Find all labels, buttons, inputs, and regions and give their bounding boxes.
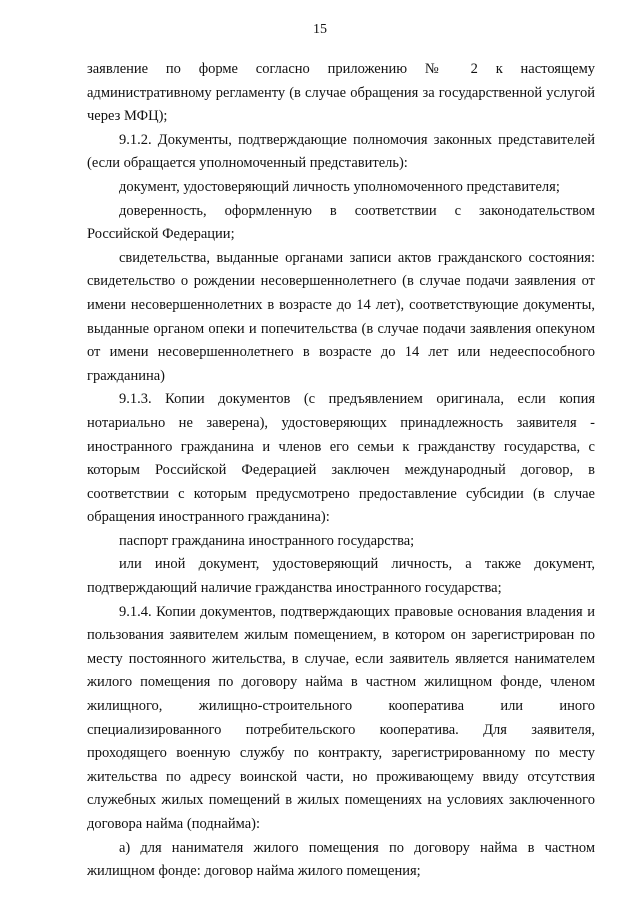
paragraph: паспорт гражданина иностранного государства; [119,532,415,549]
paragraph: 9.1.2. Документы, подтверждающие полномочия законных представителей (если обращается уполномоченный представитель): [87,131,595,172]
page-number: 15 [313,22,327,37]
paragraph: а) для нанимателя жилого помещения по договору найма в частном жилищном фонде: договор найма жилого помещения; [87,839,595,880]
paragraph: заявление по форме согласно приложению № 2 к настоящему административному регламенту (в случае обращения за государственной услугой через МФЦ); [87,61,595,125]
paragraph: документ, удостоверяющий личность уполномоченного представителя; [119,178,560,195]
paragraph: доверенность, оформленную в соответствии с законодательством Российской Федерации; [87,202,595,243]
paragraph: или иной документ, удостоверяющий личность, а также документ, подтверждающий наличие гражданства иностранного государства; [87,556,595,597]
paragraph: 9.1.3. Копии документов (с предъявлением оригинала, если копия нотариально не заверена), удостоверяющих принадлежность заявителя - иностранного гражданина и членов его семьи к гражданству государства, с которым Российской Федерацией заключен международный договор, в соответствии с которым предусмотрено предоставление субсидии (в случае обращения иностранного гражданина): [87,391,595,526]
paragraph: 9.1.4. Копии документов, подтверждающих правовые основания владения и пользования заявителем жилым помещением, в котором он зарегистрирован по месту постоянного жительства, в случае, если заявитель является нанимателем жилого помещения по договору найма в частном жилищном фонде, членом жилищного, жилищно-строительного кооператива или иного специализированного потребительского кооператива. Для заявителя, проходящего военную службу по контракту, зарегистрированному по месту жительства по адресу воинской части, но проживающему ввиду отсутствия служебных жилых помещений в жилых помещениях на условиях заключенного договора найма (поднайма): [87,603,595,832]
paragraph: свидетельства, выданные органами записи актов гражданского состояния: свидетельство о рождении несовершеннолетнего (в случае подачи заявления от имени несовершеннолетних в возрасте до 14 лет), соответствующие документы, выданные органом опеки и попечительства (в случае подачи заявления опекуном от имени несовершеннолетнего в возрасте до 14 лет или недееспособного гражданина) [87,249,595,384]
document-body [87,58,595,884]
